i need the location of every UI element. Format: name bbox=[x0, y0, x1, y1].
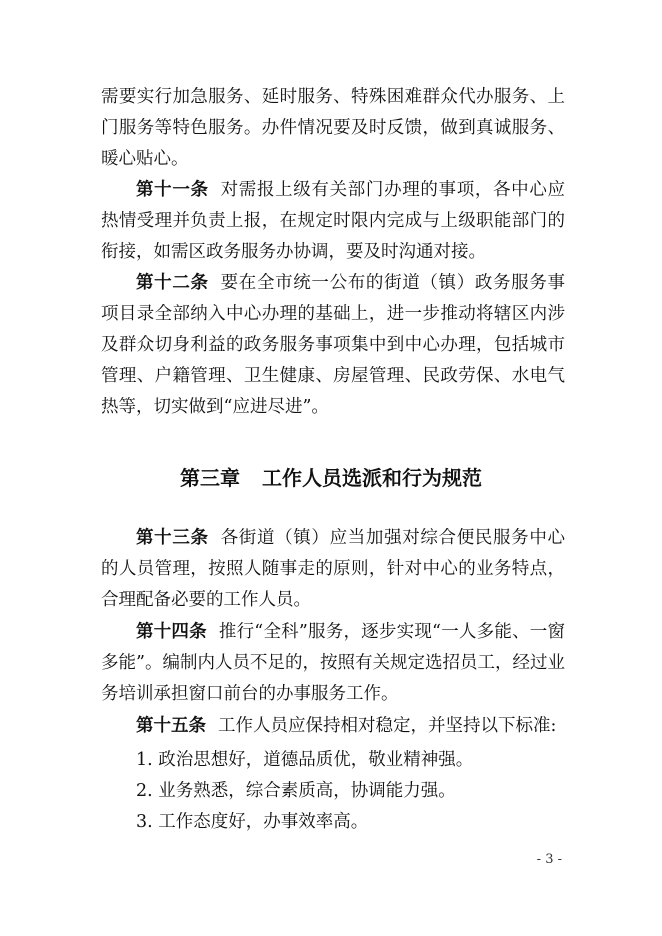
article-12 bbox=[101, 268, 565, 423]
article-11-text: 对需报上级有关部门办理的事项，各中心应热情受理并负责上报，在规定时限内完成与上级职能部门的衔接，如需区政务服务办协调，要及时沟通对接。 bbox=[101, 180, 566, 262]
article-15 bbox=[101, 711, 565, 742]
article-15-text: 工作人员应保持相对稳定，并坚持以下标准: bbox=[218, 716, 557, 736]
article-14 bbox=[101, 617, 565, 710]
article-14-text: 推行“全科”服务，逐步实现“一人多能、一窗多能”。编制内人员不足的，按照有关规定选招员工，经过业务培训承担窗口前台的办事服务工作。 bbox=[101, 622, 565, 704]
article-12-title: 第十二条 bbox=[136, 273, 209, 293]
page-number: - 3 - bbox=[536, 852, 562, 867]
article-14-title: 第十四条 bbox=[136, 622, 207, 642]
article-13 bbox=[101, 523, 565, 616]
article-15-title: 第十五条 bbox=[136, 716, 206, 736]
chapter-heading bbox=[0, 462, 662, 491]
list-item: 3. 工作态度好，办事效率高。 bbox=[136, 812, 369, 832]
list-item: 1. 政治思想好，道德品质优，敬业精神强。 bbox=[136, 750, 474, 770]
article-11 bbox=[101, 175, 565, 268]
article-12-text: 要在全市统一公布的街道（镇）政务服务事项目录全部纳入中心办理的基础上，进一步推动将辖区内涉及群众切身利益的政务服务事项集中到中心办理，包括城市管理、户籍管理、卫生健康、房屋管理、民政劳保、水电气热等，切实做到“应进尽进”。 bbox=[101, 273, 566, 417]
chapter-title: 工作人员选派和行为规范 bbox=[262, 466, 482, 490]
article-13-title: 第十三条 bbox=[136, 528, 209, 548]
article-13-text: 各街道（镇）应当加强对综合便民服务中心的人员管理，按照人随事走的原则，针对中心的业务特点，合理配备必要的工作人员。 bbox=[101, 528, 566, 610]
chapter-number: 第三章 bbox=[180, 466, 240, 490]
paragraph-continuation: 需要实行加急服务、延时服务、特殊困难群众代办服务、上门服务等特色服务。办件情况要及时反馈，做到真诚服务、暖心贴心。 bbox=[101, 87, 565, 169]
article-11-title: 第十一条 bbox=[136, 180, 209, 200]
list-item: 2. 业务熟悉，综合素质高，协调能力强。 bbox=[136, 781, 456, 801]
